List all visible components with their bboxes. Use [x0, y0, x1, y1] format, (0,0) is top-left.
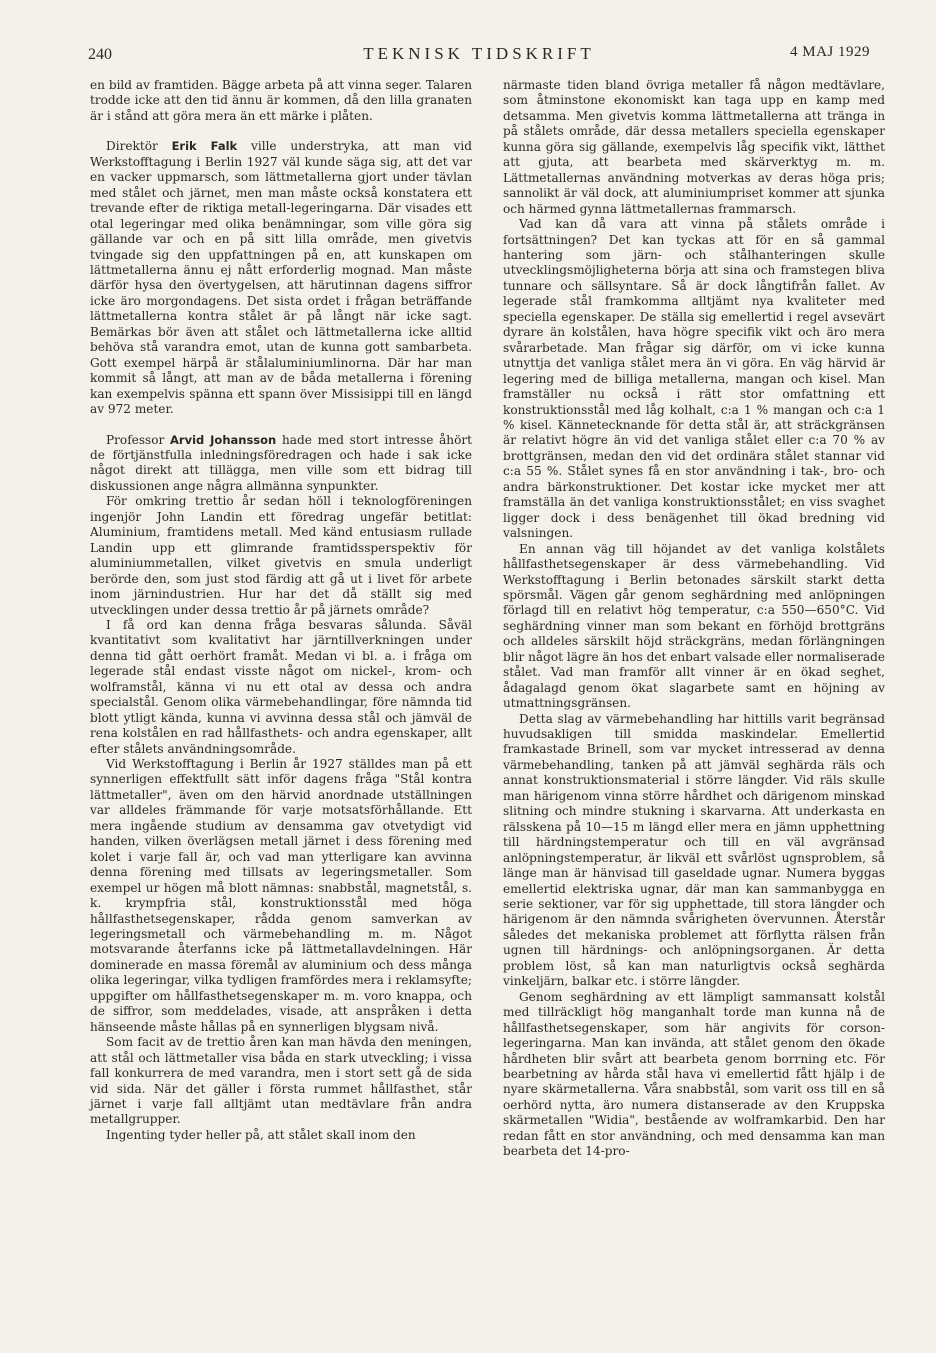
speaker-name: Erik Falk	[171, 139, 238, 154]
running-header	[88, 44, 870, 70]
journal-title: TEKNISK TIDSKRIFT	[363, 44, 595, 63]
paragraph: Genom seghärdning av ett lämpligt sammansatt kolstål med tillräckligt hög manganhalt torde man kunna nå de hållfasthetsegenskaper, som här angivits för corson-legeringarna. Man kan invända, att stålet genom den ökade hårdheten blir svårt att bearbeta genom borrning etc. För bearbetning av hårda stål hava vi emellertid fått hjälp i de nyare skärmetallerna. Våra snabbstål, som varit oss till en så oerhörd nytta, äro numera distanserade av den Kruppska skärmetallen "Widia", bestående av wolframkarbid. Den har redan fått en stor användning, och med densamma kan man bearbeta det 14-pro-	[503, 989, 885, 1159]
speaker-title: Direktör	[106, 139, 172, 154]
paragraph: Detta slag av värmebehandling har hittills varit begränsad huvudsakligen till smidda maskindelar. Emellertid framkastade Brinell, som var mycket intresserad av denna värmebehandling, tanken på att jämväl seghärda räls och annat konstruktionsmaterial i större längder. Vid räls skulle man härigenom vinna större hårdhet och därigenom minskad slitning och mindre stukning i skarvarna. Att underkasta en rälsskena på 10—15 m längd eller mera en jämn upphettning till härdningstemperatur och till en väl avgränsad anlöpningstemperatur, är likväl ett svårlöst ugnsproblem, så länge man är hänvisad till gaseldade ugnar. Numera byggas emellertid elektriska ugnar, där man kan sammanbygga en serie sektioner, var för sig upphettade, till stora längder och härigenom är den nämnda svårigheten övervunnen. Återstår således det mekaniska problemet att förflytta rälsen från ugnen till härdnings- och anlöpningsorganen. Är detta problem löst, så kan man naturligtvis också seghärda vinkeljärn, balkar etc. i större längder.	[503, 711, 885, 989]
paragraph: en bild av framtiden. Bägge arbeta på att vinna seger. Talaren trodde icke att den tid ännu är kommen, då den lilla granaten är i stånd att göra mera än ett märke i plåten.	[90, 78, 472, 123]
speaker-name: Arvid Johansson	[170, 432, 277, 447]
paragraph: För omkring trettio år sedan höll i teknologföreningen ingenjör John Landin ett föredrag ungefär betitlat: Aluminium, framtidens metall. Med känd entusiasm rullade Landin upp ett glimrande framtidssperspektiv för aluminiummetallen, vilket givetvis en smula underligt berörde den, som just stod färdig att gå ut i livet för arbete inom järnindustrien. Hur har det då ställt sig med utvecklingen under dessa trettio år på järnets område?	[90, 494, 472, 617]
page-number: 240	[88, 46, 112, 63]
paragraph: Ingenting tyder heller på, att stålet skall inom den	[106, 1127, 416, 1142]
paragraph-text: hade med stort intresse åhört de förtjänstfulla inledningsföredragen och hade i sak icke något direkt att tillägga, men ville som ett bidrag till diskussionen ange några allmänna synpunkter.	[90, 432, 473, 493]
paragraph	[90, 139, 472, 417]
paragraph: En annan väg till höjandet av det vanliga kolstålets hållfasthetsegenskaper är dess värmebehandling. Vid Werkstofftagung i Berlin betonades särskilt starkt detta spörsmål. Vägen går genom seghärdning med anlöpningen förlagd till en relativt hög temperatur, c:a 550—650°C. Vid seghärdning vinner man som bekant en förhöjd brottgräns och alldeles särskilt höjd sträckgräns, medan förlängningen blir något lägre än hos det enbart valsade eller normaliserade stålet. Vad man framför allt vinner är en ökad seghet, ådagalagd genom ökat slagarbete samt en höjning av utmattningsgränsen.	[503, 541, 885, 711]
paragraph: Vad kan då vara att vinna på stålets område i fortsättningen? Det kan tyckas att för en så gammal hantering som järn- och stålhanteringen skulle utvecklingsmöjligheterna börja att sina och framstegen bliva tunnare och sällsyntare. Så är dock långtifrån fallet. Av legerade stål framkomma alltjämt nya kvaliteter med speciella egenskaper. De ställa sig emellertid i regel avsevärt dyrare än kolstålen, hava högre specifik vikt och äro mera svårarbetade. Man frågar sig därför, om vi icke kunna utnyttja det vanliga stålet mera än vi göra. En väg härvid är legering med de billiga metallerna, mangan och kisel. Man framställer nu också i rätt stor omfattning ett konstruktionsstål med låg kolhalt, c:a 1 % mangan och c:a 1 % kisel. Kännetecknande för detta stål är, att sträckgränsen är relativt högre än vid det vanliga stålet eller c:a 70 % av brottgränsen, medan den vid det ordinära stålet stannar vid c:a 55 %. Stålet synes få en stor användning i tak-, bro- och andra bärkonstruktioner. Det kostar icke mycket mer att framställa än det vanliga konstruktionsstålet; en viss svaghet ligger dock i dess benägenhet till ökad bredning vid valsningen.	[503, 217, 885, 541]
issue-date: 4 MAJ 1929	[789, 44, 870, 60]
speaker-title: Professor	[106, 432, 171, 447]
paragraph: närmaste tiden bland övriga metaller få någon medtävlare, som åtminstone ekonomiskt kan taga upp en kamp med detsamma. Men givetvis komma lättmetallerna att tränga in på stålets område, där dessa metallers speciella egenskaper kunna göra sig gällande, exempelvis låg specifik vikt, lätthet att gjuta, att bearbeta med skärverktyg m. m. Lättmetallernas användning motverkas av deras höga pris; sannolikt är väl dock, att aluminiumpriset kommer att sjunka och härmed gynna lättmetallernas frammarsch.	[503, 78, 885, 216]
paragraph: Som facit av de trettio åren kan man hävda den meningen, att stål och lättmetaller visa båda en stark utveckling; i vissa fall konkurrera de med varandra, men i stort sett gå de sida vid sida. När det gäller i första rummet hållfasthet, står järnet i varje fall alltjämt utan medtävlare från andra metallgrupper.	[90, 1035, 472, 1127]
left-column	[90, 78, 472, 1143]
paragraph: Vid Werkstofftagung i Berlin år 1927 ställdes man på ett synnerligen effektfullt sätt inför dagens fråga "Stål kontra lättmetaller", även om den härvid anordnade utställningen var alldeles främmande för varje motsatsförhållande. Ett mera ingående studium av densamma gav otvetydigt vid handen, vilken överlägsen metall järnet i dess förening med kolet i varje fall är, och vad man ytterligare kan avvinna denna förening med tillsats av legeringsmetaller. Som exempel ur högen må blott nämnas: snabbstål, magnetstål, s. k. krympfria stål, konstruktionsstål med höga hållfasthetsegenskaper, rådda genom samverkan av legeringsmetall och värmebehandling m. m. Något motsvarande återfanns icke på lättmetallavdelningen. Här dominerade en massa föremål av aluminium och dess många olika legeringar, vilka tydligen framfördes mera i reklamsyfte; uppgifter om hållfasthetsegenskaper m. m. voro knappa, och de siffror, som meddelades, visade, att anspråken i detta hänseende måste hållas på en synnerligen blygsam nivå.	[90, 757, 472, 1034]
right-column	[503, 78, 885, 1160]
paragraph: I få ord kan denna fråga besvaras sålunda. Såväl kvantitativt som kvalitativt har järntillverkningen under denna tid gått oerhört framåt. Medan vi bl. a. i fråga om legerade stål endast visste något om nickel-, krom- och wolframstål, känna vi nu ett otal av dessa och andra specialstål. Genom olika värmebehandlingar, före nämnda tid blott ytligt kända, kunna vi avvinna dessa stål och jämväl de rena kolstålen en rad hållfasthets- och andra egenskaper, allt efter stålets användningsområde.	[90, 617, 472, 756]
paragraph-text: ville understryka, att man vid Werkstofftagung i Berlin 1927 väl kunde säga sig, att det var en vacker uppmarsch, som lättmetallerna gjort under tävlan med stålet och järnet, men man måste också konstatera ett trevande efter de riktiga metall-legeringarna. Där visades ett otal legeringar med olika benämningar, som ville göra sig gällande var och en på sitt lilla område, men givetvis tvingade sig den uppfattningen på en, att kunskapen om lättmetallerna ännu ej nått erforderlig mognad. Man måste därför hysa den övertygelsen, att härutinnan dagens siffror icke äro morgondagens. Det sista ordet i frågan beträffande lättmetallerna kontra stålet är på långt när icke sagt. Bemärkas bör även att stålet och lättmetallerna icke alltid behöva stå varandra emot, utan de kunna gott sambarbeta. Gott exempel härpå är stålaluminiumlinorna. Där har man kommit så långt, att man av de båda metallerna i förening kan exempelvis spänna ett spann över Missisippi till en längd av 972 meter.	[90, 139, 472, 417]
paragraph	[90, 433, 472, 495]
